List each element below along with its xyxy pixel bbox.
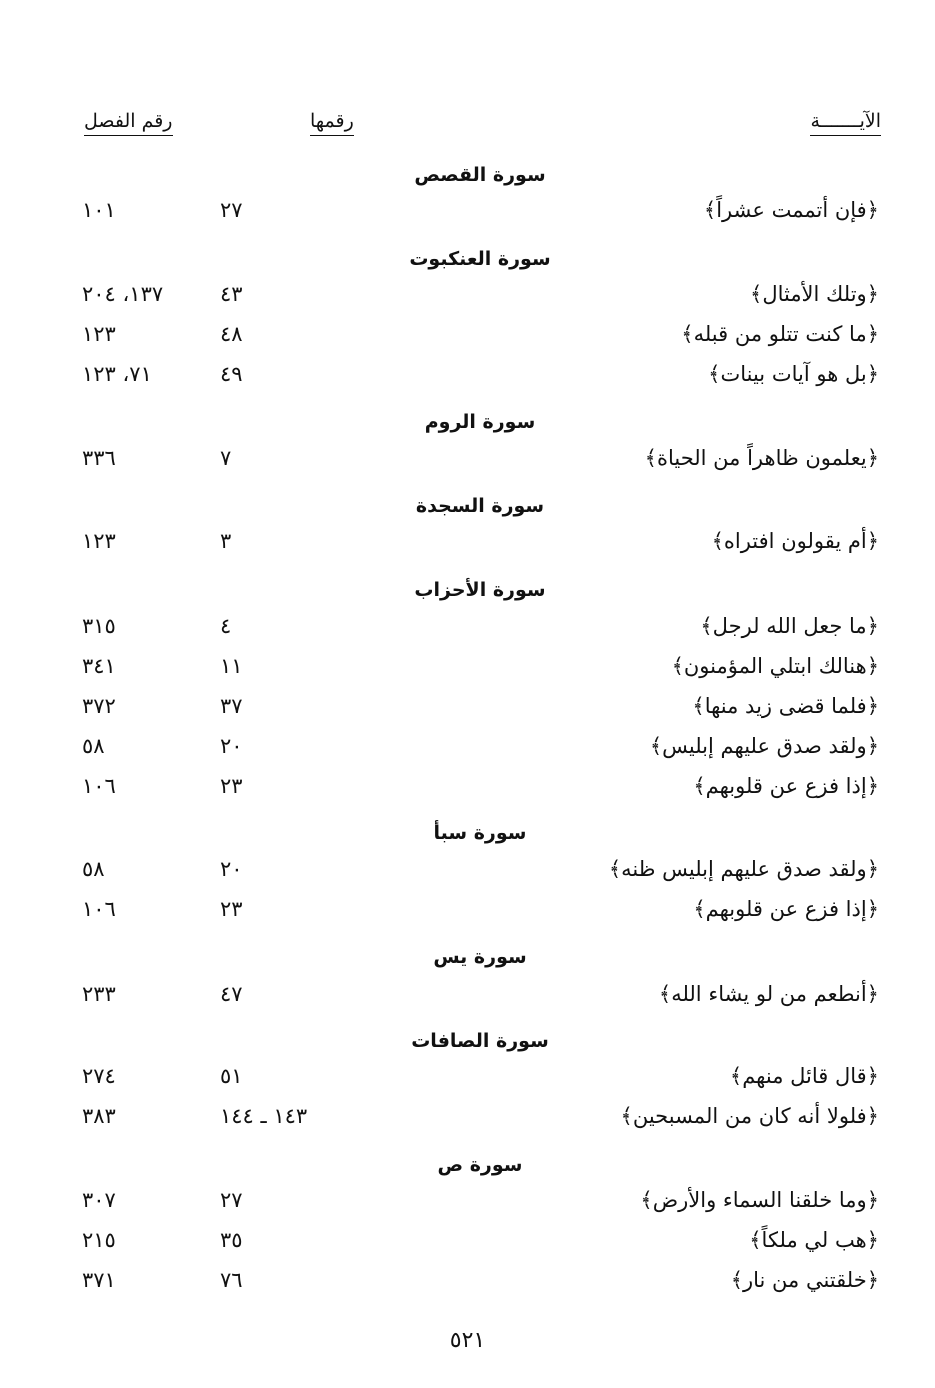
index-row [0,194,935,226]
verse-number: ٤٩ [220,362,243,386]
chapter-number: ٣٠٧ [82,1188,116,1212]
index-row [0,978,935,1010]
verse-number: ٣٧ [220,694,243,718]
column-header-verse-number: رقمها [310,108,354,136]
verse-number-cell [220,1184,350,1216]
verse-number: ٢٣ [220,774,243,798]
index-row [0,318,935,350]
verse-number: ٢٧ [220,198,243,222]
chapter-number: ٣٣٦ [82,446,116,470]
verse-number: ٤٣ [220,282,243,306]
surah-heading: سورة ص [437,1154,523,1176]
chapter-number: ٥٨ [82,734,105,758]
verse-text: ﴿إذا فزع عن قلوبهم﴾ [693,897,879,921]
index-row [0,730,935,762]
column-header-chapter-number: رقم الفصل [84,108,173,136]
chapter-number: ٢٧٤ [82,1064,116,1088]
index-row [0,853,935,885]
verse-number: ٢٣ [220,897,243,921]
surah-heading: سورة يس [433,946,527,968]
index-row [0,650,935,682]
index-row [0,358,935,390]
verse-number-cell [220,853,350,885]
index-row [0,1100,935,1132]
verse-text: ﴿ما كنت تتلو من قبله﴾ [681,322,879,346]
verse-number: ٧٦ [220,1268,243,1292]
index-row [0,442,935,474]
surah-heading: سورة السجدة [415,495,545,517]
index-row [0,770,935,802]
index-row [0,278,935,310]
verse-number-cell [220,690,350,722]
chapter-number: ٣٤١ [82,654,116,678]
verse-number-cell [220,442,350,474]
verse-number-cell [220,610,350,642]
verse-text: ﴿أم يقولون افتراه﴾ [711,529,879,553]
surah-heading: سورة الروم [424,411,536,433]
verse-number-cell [220,194,350,226]
verse-text: ﴿قال قائل منهم﴾ [729,1064,879,1088]
verse-text: ﴿بل هو آيات بينات﴾ [708,362,879,386]
chapter-number: ٢٣٣ [82,982,116,1006]
chapter-number: ٧١، ١٢٣ [82,362,152,386]
chapter-number: ٥٨ [82,857,105,881]
verse-text: ﴿يعلمون ظاهراً من الحياة﴾ [644,446,879,470]
verse-number-cell [220,1264,350,1296]
verse-number: ١١ [220,654,243,678]
verse-text: ﴿فإن أتممت عشراً﴾ [703,198,879,222]
verse-text: ﴿هنالك ابتلي المؤمنون﴾ [671,654,879,678]
index-row [0,610,935,642]
column-header-verse: الآيـــــــة [810,108,881,136]
chapter-number: ٣٧٢ [82,694,116,718]
surah-heading: سورة القصص [414,164,546,186]
verse-text: ﴿وما خلقنا السماء والأرض﴾ [640,1188,879,1212]
index-row [0,1224,935,1256]
verse-number: ١٤٣ ـ ١٤٤ [220,1104,308,1128]
verse-text: ﴿فلولا أنه كان من المسبحين﴾ [620,1104,879,1128]
verse-text: ﴿فلما قضى زيد منها﴾ [692,694,879,718]
verse-number: ٢٠ [220,857,243,881]
index-row [0,1184,935,1216]
chapter-number: ٣٨٣ [82,1104,116,1128]
verse-number: ٥١ [220,1064,243,1088]
verse-text: ﴿إذا فزع عن قلوبهم﴾ [693,774,879,798]
chapter-number: ١٠٦ [82,897,116,921]
page-number: ٥٢١ [449,1328,486,1353]
verse-number: ٣ [220,529,232,553]
surah-heading: سورة الأحزاب [414,579,546,601]
chapter-number: ٢١٥ [82,1228,116,1252]
verse-text: ﴿وتلك الأمثال﴾ [750,282,879,306]
verse-number-cell [220,1224,350,1256]
verse-number-cell [220,278,350,310]
verse-text: ﴿ما جعل الله لرجل﴾ [700,614,879,638]
surah-heading: سورة الصافات [411,1030,549,1052]
verse-number-cell [220,650,350,682]
chapter-number: ١٠٦ [82,774,116,798]
verse-number: ٣٥ [220,1228,243,1252]
verse-number: ٧ [220,446,232,470]
verse-number-cell [220,1100,350,1132]
verse-number: ٤ [220,614,232,638]
verse-number: ٢٠ [220,734,243,758]
verse-text: ﴿ولقد صدق عليهم إبليس ظنه﴾ [608,857,879,881]
verse-text: ﴿خلقتني من نار﴾ [730,1268,879,1292]
index-row [0,1060,935,1092]
verse-number-cell [220,318,350,350]
verse-number-cell [220,1060,350,1092]
verse-text: ﴿ولقد صدق عليهم إبليس﴾ [649,734,879,758]
verse-number-cell [220,893,350,925]
surah-heading: سورة العنكبوت [409,248,551,270]
index-row [0,690,935,722]
verse-number: ٤٧ [220,982,243,1006]
chapter-number: ١٣٧، ٢٠٤ [82,282,164,306]
surah-heading: سورة سبأ [433,822,527,844]
chapter-number: ٣١٥ [82,614,116,638]
verse-number-cell [220,525,350,557]
chapter-number: ٣٧١ [82,1268,116,1292]
verse-number-cell [220,358,350,390]
chapter-number: ١٢٣ [82,529,116,553]
verse-number-cell [220,978,350,1010]
index-row [0,525,935,557]
index-row [0,1264,935,1296]
verse-number-cell [220,730,350,762]
verse-text: ﴿أنطعم من لو يشاء الله﴾ [658,982,879,1006]
verse-number: ٢٧ [220,1188,243,1212]
chapter-number: ١٢٣ [82,322,116,346]
index-row [0,893,935,925]
verse-text: ﴿هب لي ملكاً﴾ [749,1228,879,1252]
verse-number-cell [220,770,350,802]
verse-number: ٤٨ [220,322,243,346]
chapter-number: ١٠١ [82,198,116,222]
